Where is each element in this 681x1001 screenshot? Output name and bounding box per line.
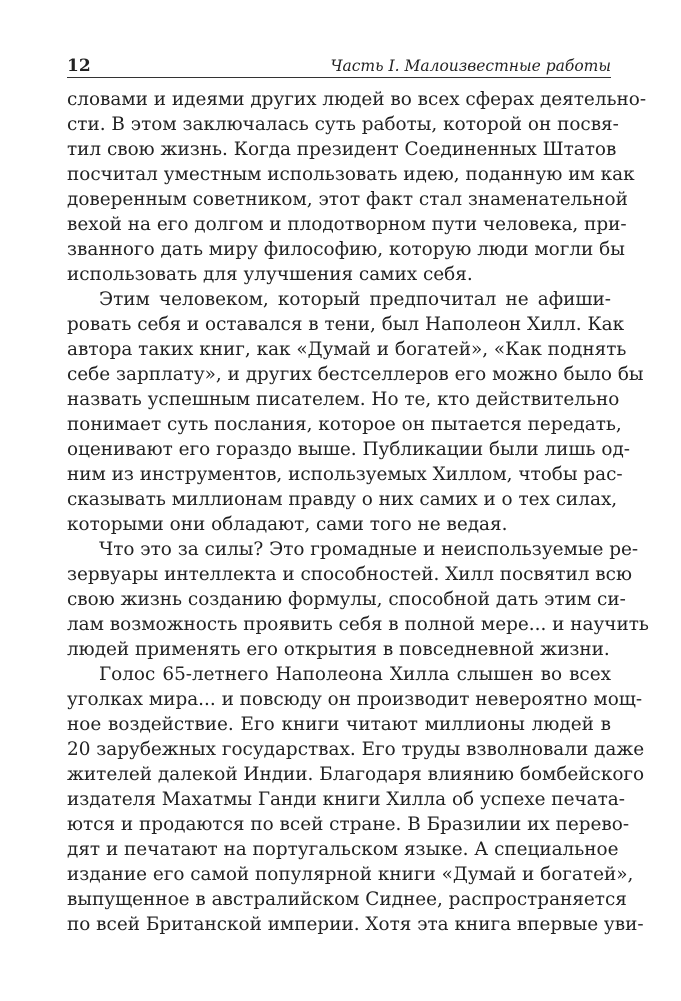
text-line: дят и печатают на португальском языке. А специальное — [67, 839, 619, 860]
text-line: свою жизнь созданию формулы, способной дать этим си- — [67, 589, 626, 610]
paragraph — [67, 662, 645, 937]
text-line: оценивают его гораздо выше. Публикации были лишь од- — [67, 439, 630, 460]
text-line: которыми они обладают, сами того не ведая. — [67, 514, 508, 535]
text-line: Этим человеком, который предпочитал не афиши- — [99, 289, 611, 310]
text-line: назвать успешным писателем. Но те, кто действительно — [67, 389, 620, 410]
text-line: доверенным советником, этот факт стал знаменательной — [67, 189, 628, 210]
text-line: автора таких книг, как «Думай и богатей», «Как поднять — [67, 339, 627, 360]
text-line: сказывать миллионам правду о них самих и о тех силах, — [67, 489, 618, 510]
text-line: зервуары интеллекта и способностей. Хилл посвятил всю — [67, 564, 632, 585]
text-line: себе зарплату», и других бестселлеров его можно было бы — [67, 364, 644, 385]
text-line: ются и продаются по всей стране. В Бразилии их перево- — [67, 814, 630, 835]
text-line: вехой на его долгом и плодотворном пути человека, при- — [67, 214, 627, 235]
text-line: ровать себя и оставался в тени, был Наполеон Хилл. Как — [67, 314, 625, 335]
text-line: использовать для улучшения самих себя. — [67, 264, 473, 285]
text-line: словами и идеями других людей во всех сферах деятельно- — [67, 89, 647, 110]
paragraph — [67, 87, 647, 287]
paragraph — [67, 287, 644, 537]
paragraph — [67, 537, 649, 662]
text-line: званного дать миру философию, которую люди могли бы — [67, 239, 625, 260]
text-line: 20 зарубежных государствах. Его труды взволновали даже — [67, 739, 645, 760]
page-number: 12 — [67, 56, 91, 76]
text-line: ним из инструментов, используемых Хиллом, чтобы рас- — [67, 464, 623, 485]
text-line: тил свою жизнь. Когда президент Соединенных Штатов — [67, 139, 617, 160]
text-line: Что это за силы? Это громадные и неиспользуемые ре- — [99, 539, 639, 560]
section-title: Часть I. Малоизвестные работы — [330, 57, 611, 75]
text-line: жителей далекой Индии. Благодаря влиянию бомбейского — [67, 764, 645, 785]
text-line: ное воздействие. Его книги читают миллионы людей в — [67, 714, 611, 735]
text-line: лам возможность проявить себя в полной мере... и научить — [67, 614, 649, 635]
text-line: выпущенное в австралийском Сиднее, распространяется — [67, 889, 627, 910]
text-line: уголках мира... и повсюду он производит невероятно мощ- — [67, 689, 643, 710]
text-line: понимает суть послания, которое он пытается передать, — [67, 414, 622, 435]
running-header — [67, 55, 611, 78]
text-line: издателя Махатмы Ганди книги Хилла об успехе печата- — [67, 789, 625, 810]
text-line: сти. В этом заключалась суть работы, которой он посвя- — [67, 114, 619, 135]
text-line: посчитал уместным использовать идею, поданную им как — [67, 164, 635, 185]
text-line: Голос 65-летнего Наполеона Хилла слышен во всех — [99, 664, 611, 685]
text-line: издание его самой популярной книги «Думай и богатей», — [67, 864, 634, 885]
text-line: людей применять его открытия в повседневной жизни. — [67, 639, 610, 660]
text-line: по всей Британской империи. Хотя эта книга впервые уви- — [67, 914, 644, 935]
body-text — [67, 87, 649, 937]
